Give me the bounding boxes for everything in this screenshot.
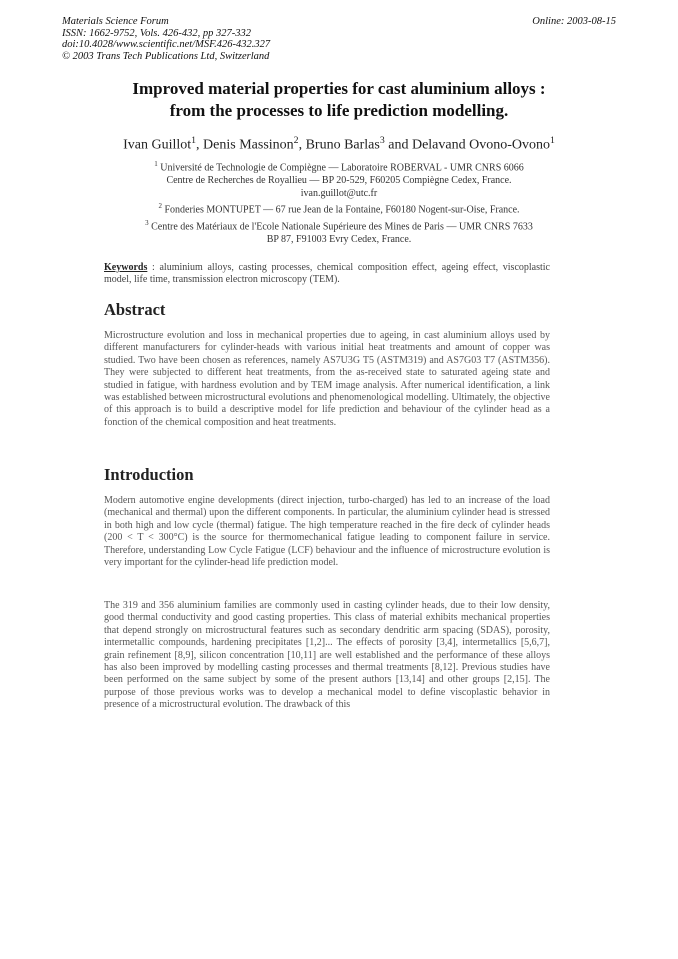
author-name: Ivan Guillot [123, 137, 192, 153]
affiliation-line: $^2$ Fonderies MONTUPET — 67 rue Jean de la Fontaine, F60180 Nogent-sur-Oise, France. [158, 202, 520, 216]
abstract-heading: Abstract [104, 300, 166, 319]
author-name: Denis Massinon [203, 137, 294, 153]
author-name: Delavand Ovono-Ovono [411, 137, 550, 153]
abstract-text: Microstructure evolution and loss in mechanical properties due to ageing, in cast aluminium alloys used by different manufacturers for cylinder-heads with various initial heat treatments and amount of copper was studied. Two have been chosen as references, namely AS7U3G T5 (ASTM319) and AS7G03 T7 (ASTM356). They were subjected to different heat treatments, from the as-received state to saturated ageing state and studied in fatigue, with hardness evolution and by TEM image analysis. After numerical identification, a link was established between microstructural evolutions and phenomenological modelling. Ultimately, the objective of this approach is to build a descriptive model for life prediction and behaviour of the cylinder head as a fonction of the chemical composition and heat treatments. [104, 330, 550, 428]
paper-title [60, 78, 618, 122]
keywords-text: aluminium alloys, casting processes, chemical composition effect, ageing effect, viscoplastic model, life time, transmission electron microscopy (TEM). [104, 262, 550, 286]
author-list: Ivan Guillot$^1$, Denis Massinon$^2$, Bruno Barlas$^3$ and Delavand Ovono-Ovono$^1$ [123, 135, 555, 153]
author-mark: 3 [379, 135, 385, 146]
introduction-heading: Introduction [104, 465, 194, 484]
doi-line: doi:10.4028/www.scientific.net/MSF.426-432.327 [62, 39, 271, 50]
title-line-2: from the processes to life prediction modelling. [169, 101, 509, 120]
journal-name: Materials Science Forum [62, 16, 169, 27]
keywords-label: Keywords [104, 262, 148, 273]
affiliation-line: BP 87, F91003 Evry Cedex, France. [266, 233, 412, 245]
affiliation-email: ivan.guillot@utc.fr [300, 187, 378, 199]
introduction-paragraph-1: Modern automotive engine developments (direct injection, turbo-charged) has led to an increase of the load (mechanical and thermal) upon the different components. In particular, the aluminium cylinder head is stressed in both high and low cycle (thermal) fatigue. The high temperature reached in the fire deck of cylinder heads (200 < T < 300°C) is the source for thermomechanical fatigue leading to component failure in service. Therefore, understanding Low Cycle Fatigue (LCF) behaviour and the influence of microstructure evolution is very important for the cylinder-head life prediction model. [104, 495, 550, 569]
journal-header [62, 16, 270, 62]
affiliation-line: $^1$ Université de Technologie de Compiègne — Laboratoire ROBERVAL - UMR CNRS 6066 [154, 160, 524, 174]
author-mark: 1 [550, 135, 555, 146]
author-name: Bruno Barlas [305, 137, 380, 153]
copyright-line: © 2003 Trans Tech Publications Ltd, Switzerland [62, 50, 270, 62]
author-mark: 1 [191, 135, 197, 146]
affiliations [60, 158, 618, 247]
keywords: Keywords : aluminium alloys, casting processes, chemical composition effect, ageing effect, viscoplastic model, life time, transmission electron microscopy (TEM). [104, 262, 550, 286]
title-line-1: Improved material properties for cast aluminium alloys : [132, 79, 546, 98]
author-mark: 2 [293, 135, 299, 146]
online-date: Online: 2003-08-15 [532, 16, 616, 27]
introduction-paragraph-2: The 319 and 356 aluminium families are commonly used in casting cylinder heads, due to their low density, good thermal conductivity and good casting properties. This class of material exhibits mechanical properties that depend strongly on microstructural features such as secondary dendritic arm spacing (SDAS), porosity, intermetallic compounds, hardening precipitates [1,2]... The effects of porosity [3,4], intermetallics [5,6,7], grain refinement [8,9], silicon concentration [10,11] are well established and the performance of these alloys has also been improved by modelling casting processes and thermal treatments [8,12]. Previous studies have been performed on the same subject by some of the present authors [13,14] and other groups [2,15]. The purpose of those previous works was to develop a mechanical model to define viscoplastic behavior in presence of a microstructural evolution. The drawback of this [104, 600, 550, 711]
affiliation-line: $^3$ Centre des Matériaux de l'Ecole Nationale Supérieure des Mines de Paris — UMR CNRS 7633 [145, 219, 533, 233]
issn-line: ISSN: 1662-9752, Vols. 426-432, pp 327-332 [62, 27, 251, 39]
affiliation-line: Centre de Recherches de Royallieu — BP 20-529, F60205 Compiègne Cedex, France. [166, 174, 512, 186]
